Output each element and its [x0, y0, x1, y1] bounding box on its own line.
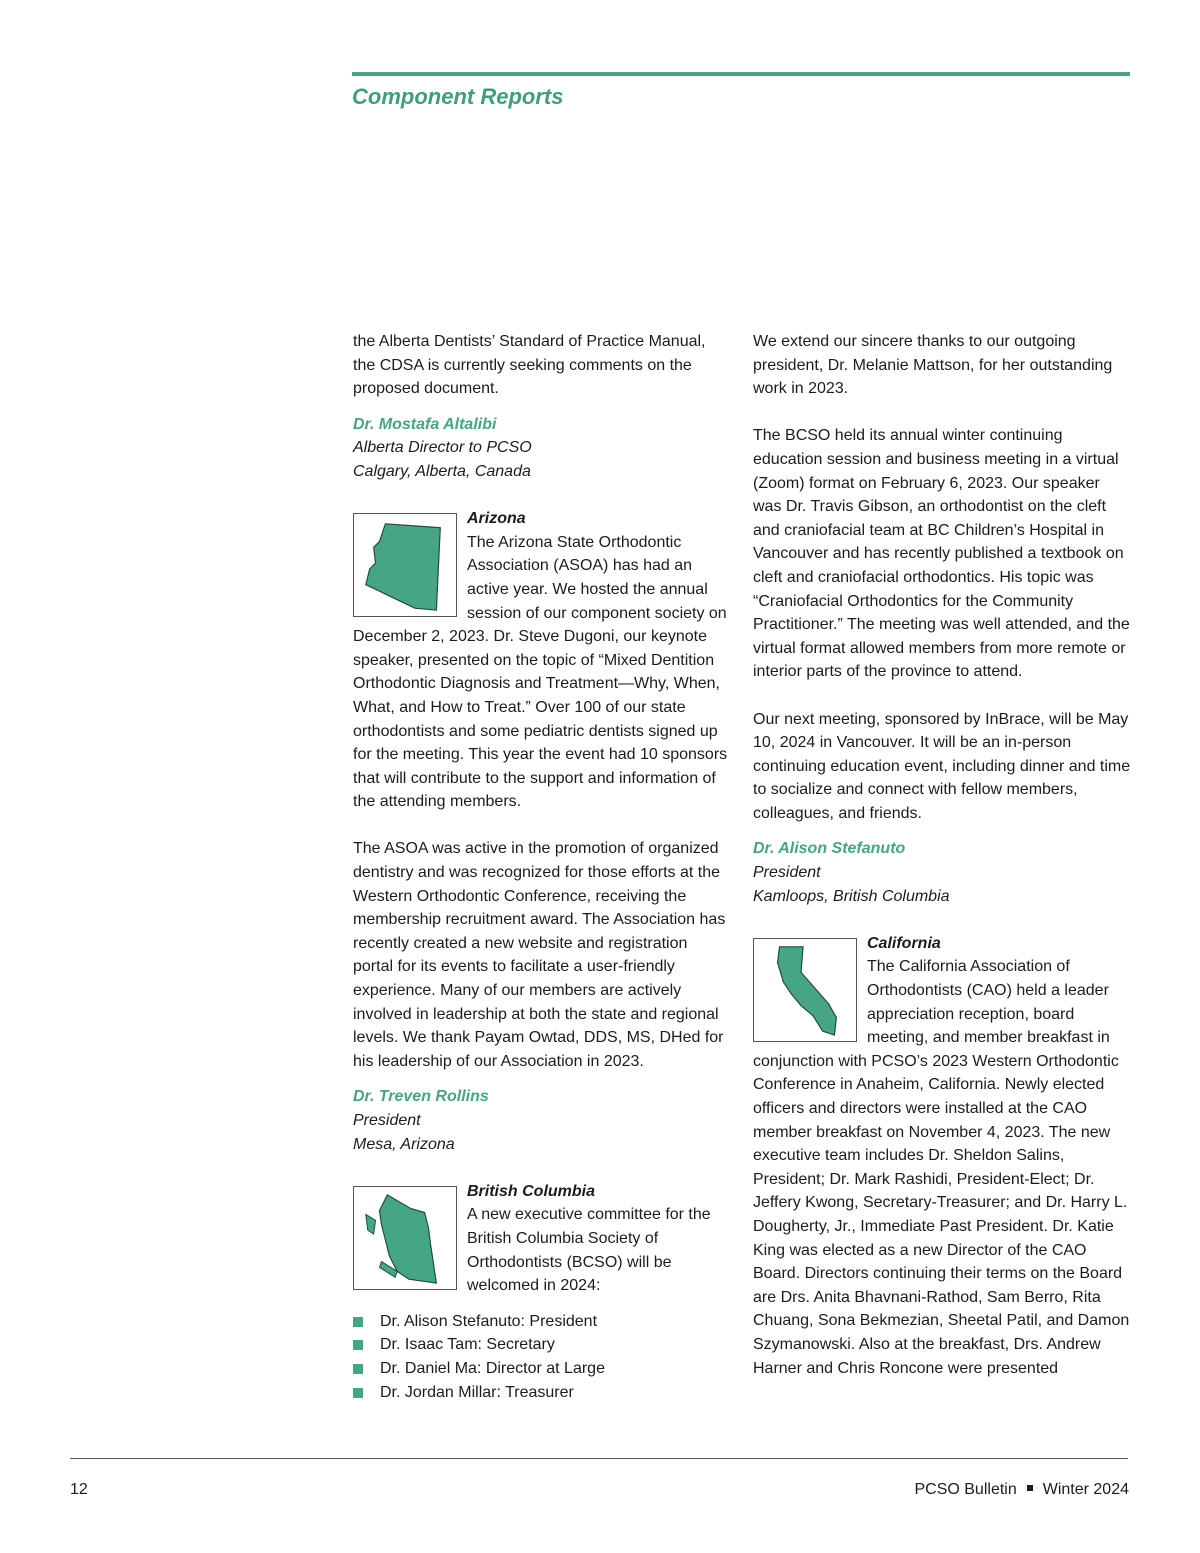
- british-columbia-map-svg: [354, 1187, 456, 1289]
- bc-next-meeting-paragraph: Our next meeting, sponsored by InBrace, will be May 10, 2024 in Vancouver. It will be an in-person continuing education event, including dinner and time to socialize and connect with fellow members, colleagues, and friends.: [753, 710, 1131, 822]
- list-item: Dr. Jordan Millar: Treasurer: [353, 1381, 731, 1405]
- bc-meeting-paragraph: The BCSO held its annual winter continuing education session and business meeting in a virtual (Zoom) format on February 6, 2023. Our speaker was Dr. Travis Gibson, an orthodontist on the cleft and craniofacial team at BC Children’s Hospital in Vancouver and has recently published a textbook on cleft and craniofacial orthodontics. His topic was “Craniofacial Orthodontics for the Community Practitioner.” The meeting was well attended, and the virtual format allowed members from more remote or interior parts of the province to attend.: [753, 427, 1130, 681]
- left-column: [353, 330, 731, 1404]
- bcso-member-list: [353, 1310, 731, 1404]
- bc-thanks-paragraph: We extend our sincere thanks to our outgoing president, Dr. Melanie Mattson, for her outstanding work in 2023.: [753, 333, 1113, 398]
- british-columbia-section: [353, 1180, 731, 1298]
- california-map-svg: [754, 939, 856, 1041]
- alberta-intro: the Alberta Dentists’ Standard of Practice Manual, the CDSA is currently seeking comments on the proposed document.: [353, 333, 706, 398]
- california-paragraph-1: The California Association of Orthodontists (CAO) held a leader appreciation reception, board meeting, and member breakfast in conjunction with PCSO’s 2023 Western Orthodontic Conference in Anaheim, California. Newly elected officers and directors were installed at the CAO member breakfast on November 4, 2023. The new executive team includes Dr. Sheldon Salins, President; Dr. Mark Rashidi, President-Elect; Dr. Jeffery Kwong, Secretary-Treasurer; and Dr. Harry L. Dougherty, Jr., Immediate Past President. Dr. Katie King was elected as a new Director of the CAO Board. Directors continuing their terms on the Board are Drs. Anita Bhavnani-Rathod, Sam Berro, Rita Chuang, Sona Bekmezian, Sheetal Patil, and Damon Szymanowski. Also at the breakfast, Drs. Andrew Harner and Chris Roncone were presented: [753, 958, 1130, 1377]
- bc-signature-name: Dr. Alison Stefanuto: [753, 840, 906, 858]
- alberta-signature-title: Alberta Director to PCSO: [353, 439, 532, 457]
- arizona-signature-title: President: [353, 1112, 421, 1129]
- separator-square-icon: [1027, 1485, 1033, 1491]
- top-rule: [352, 72, 1130, 76]
- arizona-signature-name: Dr. Treven Rollins: [353, 1088, 489, 1106]
- arizona-section: [353, 507, 731, 814]
- list-item: Dr. Daniel Ma: Director at Large: [353, 1357, 731, 1381]
- section-title: Component Reports: [352, 84, 564, 109]
- alberta-signature-location: Calgary, Alberta, Canada: [353, 462, 531, 480]
- alberta-signature-name: Dr. Mostafa Altalibi: [353, 415, 497, 433]
- british-columbia-heading: British Columbia: [467, 1182, 596, 1200]
- arizona-map-icon: [353, 513, 457, 617]
- california-section: [753, 932, 1131, 1380]
- arizona-paragraph-2: The ASOA was active in the promotion of organized dentistry and was recognized for those efforts at the Western Orthodontic Conference, receiving the membership recruitment award. The Association has recently created a new website and registration portal for its events to facilitate a user-friendly experience. Many of our members are actively involved in leadership at both the state and regional levels. We thank Payam Owtad, DDS, MS, DHed for his leadership of our Association in 2023.: [353, 840, 726, 1070]
- page-number: 12: [70, 1481, 88, 1498]
- arizona-heading: Arizona: [467, 510, 526, 528]
- arizona-map-svg: [354, 514, 456, 616]
- list-item: Dr. Isaac Tam: Secretary: [353, 1333, 731, 1357]
- publication-name: PCSO Bulletin: [914, 1481, 1017, 1498]
- british-columbia-map-icon: [353, 1186, 457, 1290]
- california-map-icon: [753, 938, 857, 1042]
- arizona-paragraph-1: The Arizona State Orthodontic Association (ASOA) has had an active year. We hosted the annual session of our component society on December 2, 2023. Dr. Steve Dugoni, our keynote speaker, presented on the topic of “Mixed Dentition Orthodontic Diagnosis and Treatment—Why, When, What, and How to Treat.” Over 100 of our state orthodontists and some pediatric dentists signed up for the meeting. This year the event had 10 sponsors that will contribute to the support and information of the attending members.: [353, 533, 728, 811]
- arizona-signature-location: Mesa, Arizona: [353, 1135, 455, 1153]
- british-columbia-paragraph-1: A new executive committee for the British Columbia Society of Orthodontists (BCSO) will be welcomed in 2024:: [467, 1206, 711, 1295]
- right-column: [753, 330, 1131, 1380]
- bc-signature-location: Kamloops, British Columbia: [753, 887, 950, 905]
- bc-signature-title: President: [753, 864, 821, 882]
- list-item: Dr. Alison Stefanuto: President: [353, 1310, 731, 1334]
- california-heading: California: [867, 934, 941, 952]
- footer-publication: [914, 1481, 1129, 1499]
- footer-rule: [70, 1458, 1128, 1459]
- issue-date: Winter 2024: [1042, 1481, 1129, 1498]
